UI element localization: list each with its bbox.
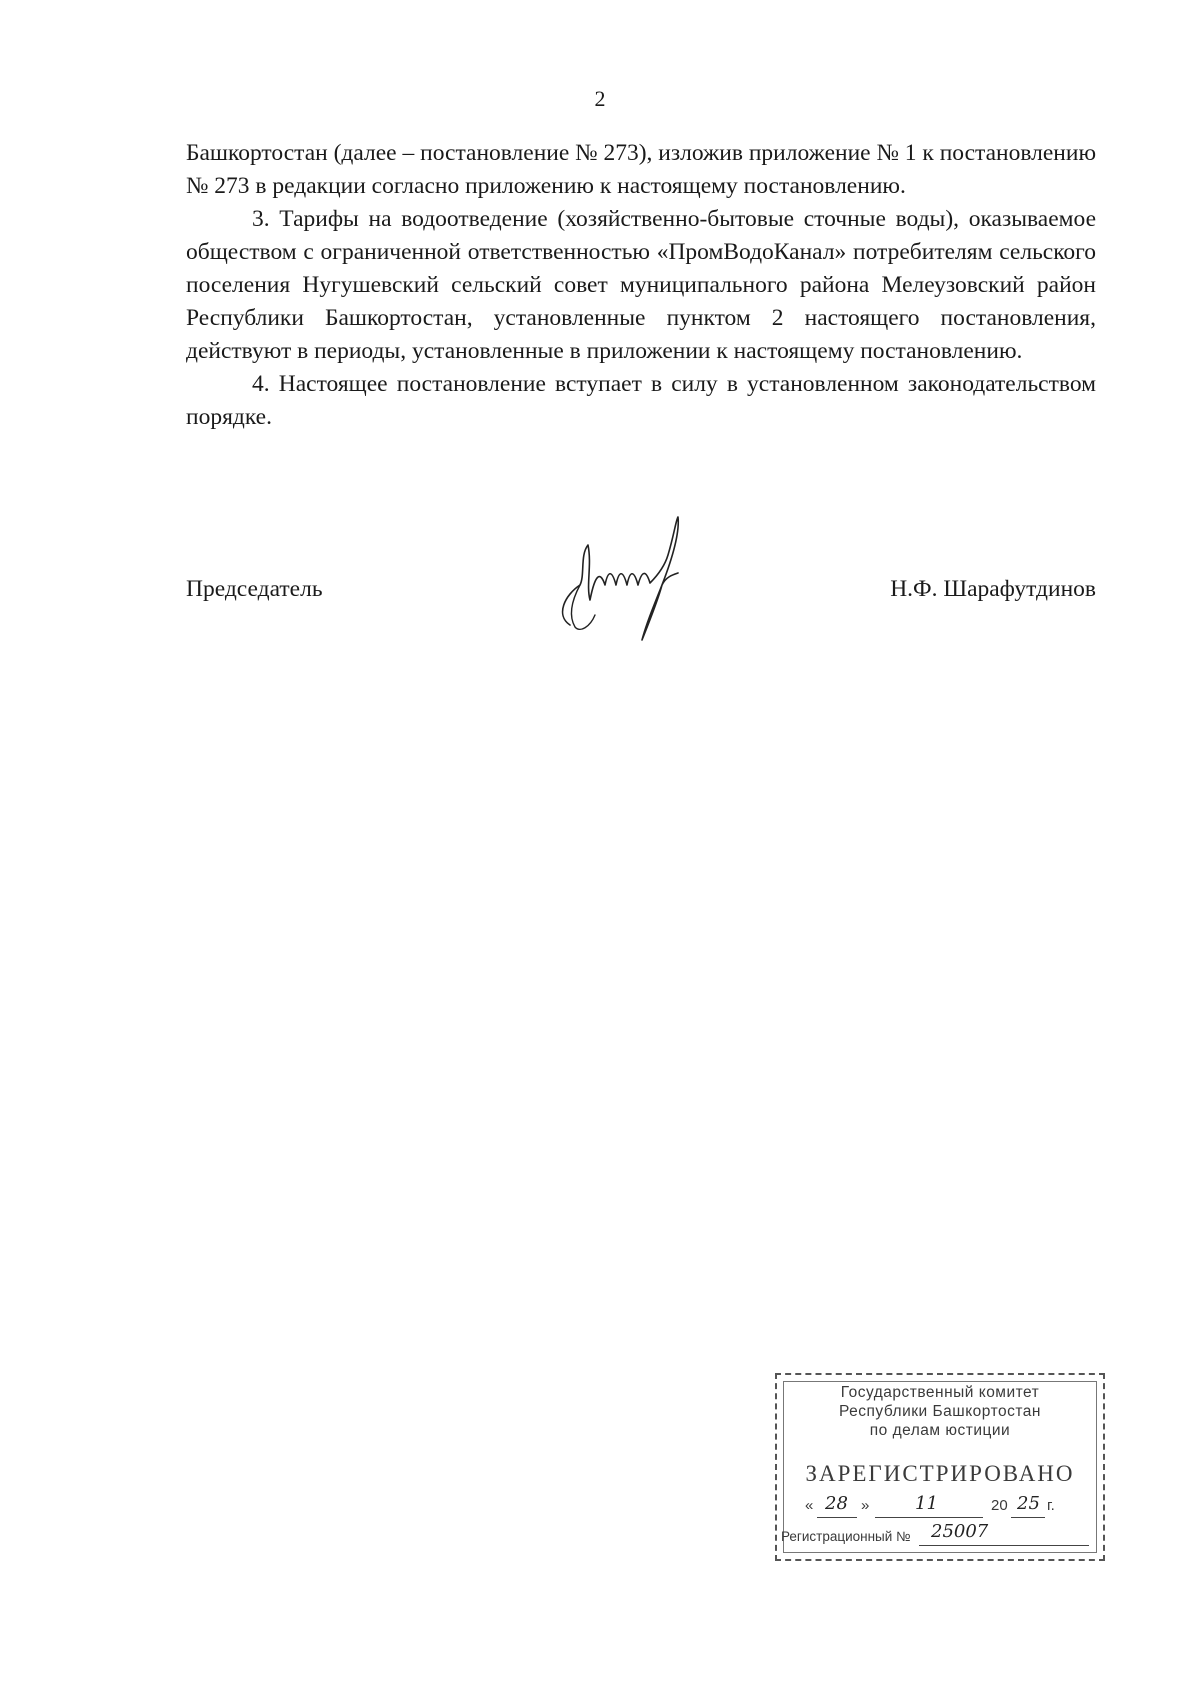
stamp-title: ЗАРЕГИСТРИРОВАНО <box>805 1461 1075 1486</box>
signer-name: Н.Ф. Шарафутдинов <box>890 576 1096 602</box>
stamp-year: 25 <box>1017 1493 1040 1514</box>
stamp-org-line: Государственный комитет <box>840 1384 1040 1401</box>
page-number: 2 <box>594 86 606 111</box>
stamp-reg-number: 25007 <box>931 1521 989 1542</box>
stamp-date <box>805 1493 1091 1521</box>
stamp-day: 28 <box>825 1493 848 1514</box>
stamp-reg-label: Регистрационный № <box>781 1529 911 1544</box>
stamp-month: 11 <box>915 1493 938 1514</box>
paragraph-4: 4. Настоящее постановление вступает в силу в установленном законодательством порядке. <box>186 371 1096 430</box>
stamp-org-line: Республики Башкортостан <box>839 1403 1041 1420</box>
document-body <box>186 137 1096 434</box>
stamp-org-line: по делам юстиции <box>869 1422 1011 1439</box>
registration-stamp <box>775 1373 1105 1561</box>
stamp-year-suffix: г. <box>1047 1497 1055 1514</box>
stamp-quote-open: « <box>805 1497 814 1514</box>
signer-title: Председатель <box>186 576 323 602</box>
handwritten-signature <box>550 515 700 645</box>
paragraph-3: 3. Тарифы на водоотведение (хозяйственно-бытовые сточные воды), оказываемое обществом с ограниченной ответственностью «ПромВодоКанал» потребителям сельского поселения Нугушевский сельский совет муниципального района Мелеузовский район Республики Башкортостан, установленные пунктом 2 настоящего постановления, действуют в периоды, установленные в приложении к настоящему постановлению. <box>186 206 1096 364</box>
stamp-registration <box>781 1521 1099 1549</box>
stamp-organization <box>777 1383 1103 1440</box>
paragraph-continuation: Башкортостан (далее – постановление № 273), изложив приложение № 1 к постановлению № 273 в редакции согласно приложению к настоящему постановлению. <box>186 140 1096 199</box>
stamp-year-prefix: 20 <box>991 1497 1008 1514</box>
stamp-quote-close: » <box>861 1497 870 1514</box>
